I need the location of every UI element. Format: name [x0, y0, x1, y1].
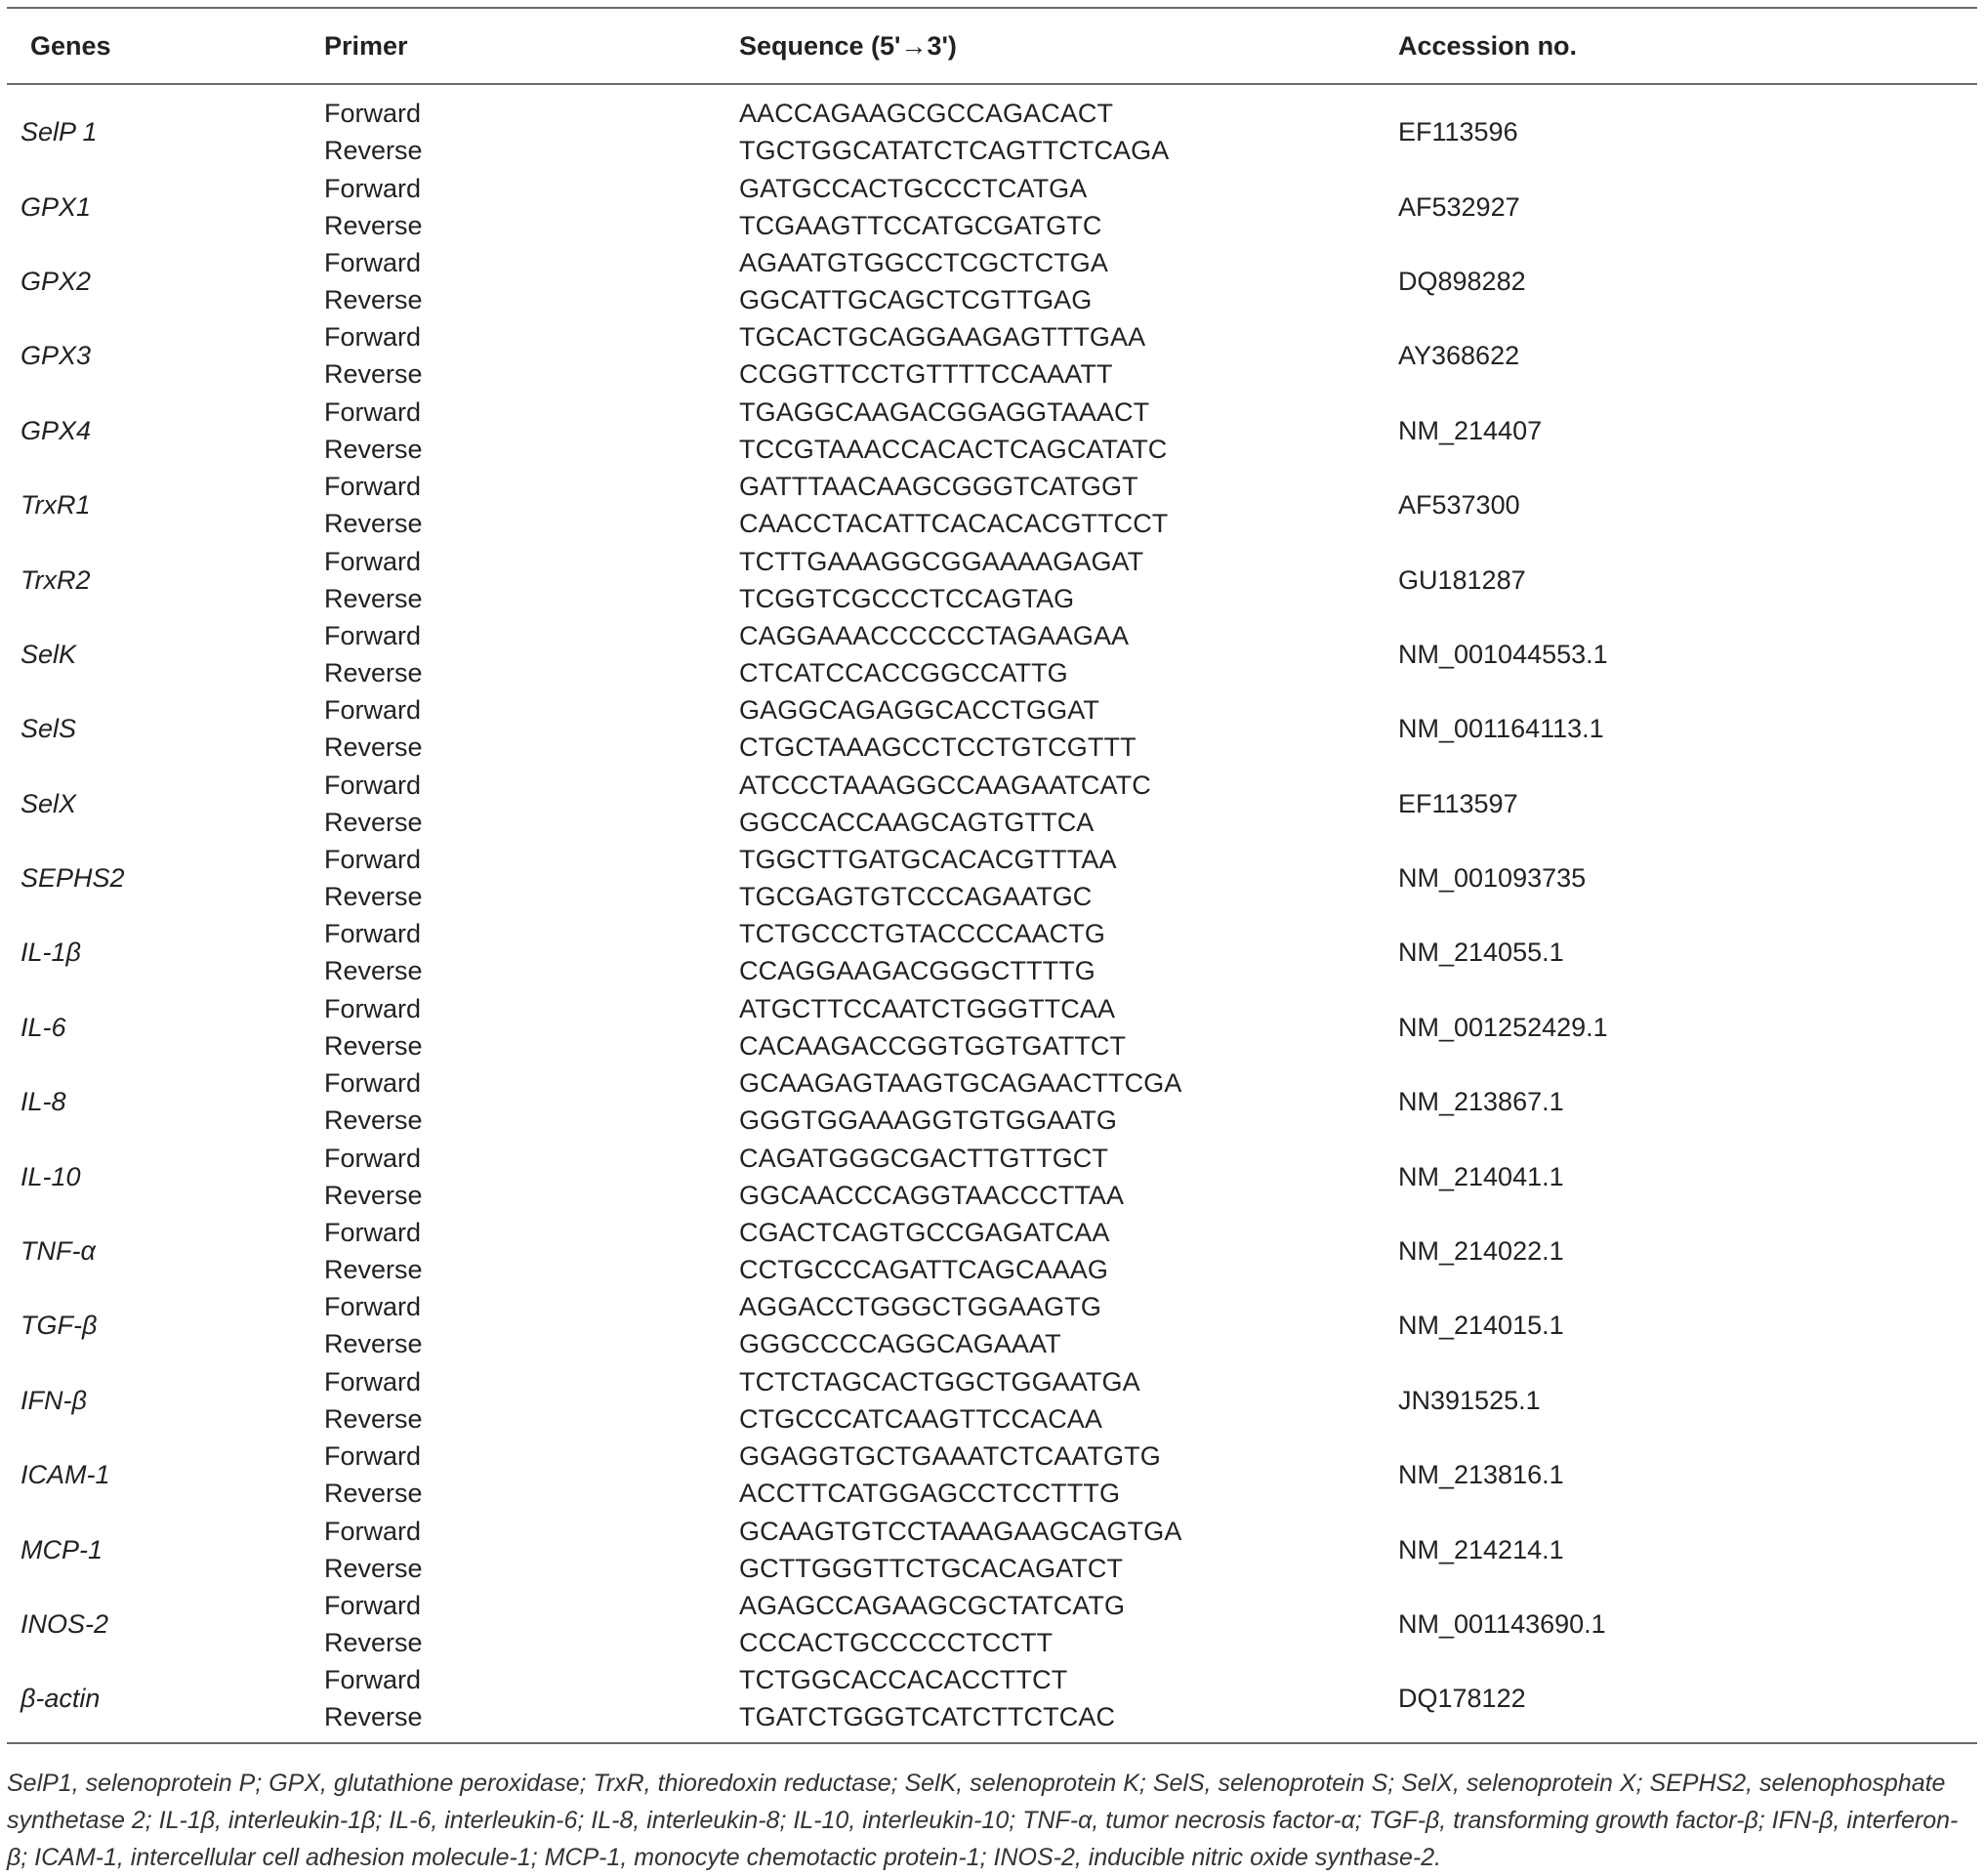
gene-name: SelP 1: [21, 117, 98, 147]
reverse-sequence: TGCGAGTGTCCCAGAATGC: [739, 882, 1093, 912]
forward-sequence: TGCACTGCAGGAAGAGTTTGAA: [739, 322, 1146, 353]
table-row: [7, 1438, 1977, 1512]
reverse-label: Reverse: [324, 359, 423, 390]
primer-direction-cell: [305, 542, 705, 616]
accession-number: NM_001143690.1: [1398, 1609, 1606, 1639]
reverse-label: Reverse: [324, 1479, 423, 1509]
accession-number: NM_214041.1: [1398, 1161, 1564, 1191]
accession-number: AY368622: [1398, 341, 1520, 371]
reverse-sequence: CCGGTTCCTGTTTTCCAAATT: [739, 359, 1113, 390]
forward-sequence: TGGCTTGATGCACACGTTTAA: [739, 845, 1117, 875]
sequence-cell: [705, 394, 1364, 468]
reverse-sequence: CCCACTGCCCCCTCCTT: [739, 1628, 1054, 1657]
accession-number: NM_213816.1: [1398, 1460, 1564, 1490]
table-row: [7, 1139, 1977, 1213]
reverse-sequence: CCAGGAAGACGGGCTTTTG: [739, 956, 1095, 986]
table-row: [7, 617, 1977, 691]
gene-name: TNF-α: [21, 1236, 96, 1267]
sequence-cell: [705, 1288, 1364, 1362]
table-row: [7, 767, 1977, 841]
forward-sequence: TGAGGCAAGACGGAGGTAAACT: [739, 396, 1150, 427]
reverse-sequence: CAACCTACATTCACACACGTTCCT: [739, 509, 1169, 539]
reverse-label: Reverse: [324, 284, 423, 314]
forward-label: Forward: [324, 1591, 422, 1620]
accession-number: NM_001044553.1: [1398, 639, 1608, 669]
accession-number: DQ898282: [1398, 266, 1526, 296]
sequence-cell: [705, 617, 1364, 691]
reverse-sequence: GGGTGGAAAGGTGTGGAATG: [739, 1105, 1118, 1136]
forward-sequence: TCTGGCACCACACCTTCT: [739, 1665, 1068, 1695]
forward-label: Forward: [324, 173, 422, 203]
table-row: [7, 841, 1977, 915]
accession-number: NM_001164113.1: [1398, 714, 1604, 744]
sequence-cell: [705, 244, 1364, 318]
reverse-sequence: CTCATCCACCGGCCATTG: [739, 657, 1068, 688]
forward-label: Forward: [324, 322, 422, 353]
forward-sequence: CAGATGGGCGACTTGTTGCT: [739, 1143, 1108, 1173]
forward-sequence: AGGACCTGGGCTGGAAGTG: [739, 1292, 1101, 1322]
gene-name: GPX1: [21, 191, 92, 222]
header-accession: Accession no.: [1364, 8, 1977, 84]
header-genes: Genes: [7, 8, 305, 84]
forward-sequence: TCTGCCCTGTACCCCAACTG: [739, 919, 1105, 949]
table-row: [7, 169, 1977, 243]
forward-sequence: AGAGCCAGAAGCGCTATCATG: [739, 1591, 1126, 1620]
sequence-cell: [705, 468, 1364, 542]
forward-sequence: ATGCTTCCAATCTGGGTTCAA: [739, 993, 1116, 1023]
reverse-sequence: CTGCCCATCAAGTTCCACAA: [739, 1403, 1103, 1434]
reverse-label: Reverse: [324, 1329, 423, 1359]
reverse-label: Reverse: [324, 1553, 423, 1583]
sequence-cell: [705, 1587, 1364, 1661]
reverse-label: Reverse: [324, 956, 423, 986]
gene-name: GPX4: [21, 415, 92, 445]
table-row: [7, 318, 1977, 393]
reverse-sequence: TCGGTCGCCCTCCAGTAG: [739, 583, 1075, 613]
sequence-cell: [705, 318, 1364, 393]
sequence-cell: [705, 1064, 1364, 1139]
reverse-sequence: CACAAGACCGGTGGTGATTCT: [739, 1030, 1127, 1061]
gene-name: SelS: [21, 714, 77, 744]
reverse-label: Reverse: [324, 583, 423, 613]
table-body: [7, 84, 1977, 1743]
table-row: [7, 1064, 1977, 1139]
accession-number: DQ178122: [1364, 1661, 1977, 1742]
header-row: [7, 8, 1977, 84]
table-row: [7, 1214, 1977, 1288]
reverse-sequence: ACCTTCATGGAGCCTCCTTTG: [739, 1479, 1121, 1509]
primer-direction-cell: [305, 617, 705, 691]
forward-label: Forward: [324, 472, 422, 502]
sequence-cell: [705, 915, 1364, 989]
sequence-cell: [705, 1139, 1364, 1213]
primer-direction-cell: [305, 767, 705, 841]
primer-direction-cell: [305, 1363, 705, 1438]
table-row: [7, 1512, 1977, 1586]
primer-direction-cell: [305, 169, 705, 243]
forward-label: Forward: [324, 1516, 422, 1546]
reverse-sequence: TGCTGGCATATCTCAGTTCTCAGA: [739, 136, 1170, 166]
gene-name: IFN-β: [21, 1385, 87, 1415]
table-row: [7, 1363, 1977, 1438]
primer-direction-cell: [305, 244, 705, 318]
primer-direction-cell: [305, 394, 705, 468]
gene-name: GPX3: [21, 341, 92, 371]
table-row: [7, 84, 1977, 169]
reverse-label: Reverse: [324, 1255, 423, 1285]
forward-label: Forward: [324, 1218, 422, 1248]
primer-direction-cell: [305, 1512, 705, 1586]
table-footnote: SelP1, selenoprotein P; GPX, glutathione peroxidase; TrxR, thioredoxin reductase; SelK, selenoprotein K; SelS, selenoprotein S; SelX, selenoprotein X; SEPHS2, selenophosphate synthetase 2; IL-1β, interleukin-1β; IL-6, interleukin-6; IL-8, interleukin-8; IL-10, interleukin-10; TNF-α, tumor necrosis factor-α; TGF-β, transforming growth factor-β; IFN-β, interferon-β; ICAM-1, intercellular cell adhesion molecule-1; MCP-1, monocyte chemotactic protein-1; INOS-2, inducible nitric oxide synthase-2.: [7, 1770, 1959, 1871]
header-sequence: Sequence (5'→3'): [705, 8, 1364, 84]
primer-direction-cell: [305, 84, 705, 169]
reverse-label: Reverse: [324, 882, 423, 912]
reverse-label: Reverse: [324, 807, 423, 837]
sequence-cell: [705, 1512, 1364, 1586]
gene-name: IL-1β: [21, 938, 81, 968]
gene-name: IL-6: [21, 1012, 66, 1042]
forward-label: Forward: [324, 247, 422, 277]
sequence-cell: [705, 84, 1364, 169]
primer-direction-cell: [305, 318, 705, 393]
primer-direction-cell: [305, 1214, 705, 1288]
forward-label: Forward: [324, 546, 422, 576]
table-row: [7, 915, 1977, 989]
forward-sequence: GGAGGTGCTGAAATCTCAATGTG: [739, 1441, 1161, 1472]
forward-label: Forward: [324, 1068, 422, 1099]
reverse-label: Reverse: [324, 732, 423, 763]
forward-label: Forward: [324, 695, 422, 726]
forward-label: Forward: [324, 1366, 422, 1397]
forward-sequence: TCTTGAAAGGCGGAAAAGAGAT: [739, 546, 1144, 576]
forward-label: Forward: [324, 993, 422, 1023]
forward-sequence: TCTCTAGCACTGGCTGGAATGA: [739, 1366, 1140, 1397]
table-row: [7, 1661, 1977, 1742]
accession-number: EF113596: [1398, 117, 1518, 147]
primer-direction-cell: [305, 1438, 705, 1512]
reverse-sequence: TCGAAGTTCCATGCGATGTC: [739, 210, 1102, 240]
gene-name: MCP-1: [21, 1534, 103, 1564]
header-primer: Primer: [305, 8, 705, 84]
accession-number: NM_214055.1: [1398, 938, 1564, 968]
primer-table: [7, 7, 1977, 1744]
forward-sequence: GATTTAACAAGCGGGTCATGGT: [739, 472, 1138, 502]
accession-number: NM_214015.1: [1398, 1311, 1564, 1341]
forward-sequence: GCAAGTGTCCTAAAGAAGCAGTGA: [739, 1516, 1182, 1546]
gene-name: TGF-β: [21, 1311, 98, 1341]
accession-number: EF113597: [1398, 788, 1518, 818]
forward-label: Forward: [324, 99, 422, 129]
sequence-cell: [705, 169, 1364, 243]
table-header: [7, 8, 1977, 84]
table-row: [7, 1288, 1977, 1362]
forward-sequence: AGAATGTGGCCTCGCTCTGA: [739, 247, 1108, 277]
forward-sequence: GATGCCACTGCCCTCATGA: [739, 173, 1088, 203]
sequence-cell: [705, 767, 1364, 841]
accession-number: NM_214407: [1398, 415, 1543, 445]
forward-label: Forward: [324, 1665, 422, 1695]
forward-sequence: CAGGAAACCCCCCTAGAAGAA: [739, 620, 1130, 650]
sequence-cell: [705, 1438, 1364, 1512]
table-row: [7, 468, 1977, 542]
reverse-label: Reverse: [324, 509, 423, 539]
table-row: [7, 244, 1977, 318]
primer-direction-cell: [305, 1064, 705, 1139]
forward-sequence: ATCCCTAAAGGCCAAGAATCATC: [739, 770, 1151, 800]
sequence-cell: [705, 1214, 1364, 1288]
primer-table-container: [7, 7, 1977, 1744]
primer-direction-cell: [305, 915, 705, 989]
gene-name: ICAM-1: [21, 1460, 110, 1490]
primer-direction-cell: [305, 1139, 705, 1213]
gene-name: IL-8: [21, 1087, 66, 1117]
gene-name: INOS-2: [21, 1609, 109, 1639]
reverse-sequence: GGCCACCAAGCAGTGTTCA: [739, 807, 1095, 837]
forward-sequence: GCAAGAGTAAGTGCAGAACTTCGA: [739, 1068, 1182, 1099]
forward-sequence: GAGGCAGAGGCACCTGGAT: [739, 695, 1099, 726]
reverse-label: Reverse: [324, 1180, 423, 1210]
sequence-cell: [705, 841, 1364, 915]
reverse-label: Reverse: [324, 210, 423, 240]
reverse-label: Reverse: [324, 1030, 423, 1061]
reverse-label: Reverse: [324, 1403, 423, 1434]
accession-number: GU181287: [1398, 564, 1526, 595]
accession-number: NM_001093735: [1398, 863, 1587, 894]
sequence-cell: [705, 1661, 1364, 1742]
gene-name: β-actin: [7, 1661, 305, 1742]
forward-label: Forward: [324, 396, 422, 427]
gene-name: TrxR2: [21, 564, 91, 595]
forward-label: Forward: [324, 620, 422, 650]
reverse-sequence: CTGCTAAAGCCTCCTGTCGTTT: [739, 732, 1137, 763]
gene-name: TrxR1: [21, 490, 91, 521]
accession-number: AF537300: [1398, 490, 1520, 521]
accession-number: AF532927: [1398, 191, 1520, 222]
forward-label: Forward: [324, 1441, 422, 1472]
primer-direction-cell: [305, 1661, 705, 1742]
gene-name: IL-10: [21, 1161, 81, 1191]
gene-name: GPX2: [21, 266, 92, 296]
forward-sequence: CGACTCAGTGCCGAGATCAA: [739, 1218, 1110, 1248]
reverse-sequence: CCTGCCCAGATTCAGCAAAG: [739, 1255, 1109, 1285]
primer-direction-cell: [305, 468, 705, 542]
reverse-sequence: TCCGTAAACCACACTCAGCATATC: [739, 434, 1168, 464]
forward-label: Forward: [324, 919, 422, 949]
sequence-cell: [705, 542, 1364, 616]
reverse-sequence: TGATCTGGGTCATCTTCTCAC: [739, 1702, 1116, 1732]
sequence-cell: [705, 990, 1364, 1064]
reverse-sequence: GCTTGGGTTCTGCACAGATCT: [739, 1553, 1124, 1583]
forward-label: Forward: [324, 845, 422, 875]
accession-number: NM_214022.1: [1398, 1236, 1564, 1267]
table-row: [7, 990, 1977, 1064]
forward-label: Forward: [324, 1143, 422, 1173]
accession-number: NM_001252429.1: [1398, 1012, 1608, 1042]
reverse-sequence: GGCAACCCAGGTAACCCTTAA: [739, 1180, 1125, 1210]
reverse-label: Reverse: [324, 1702, 423, 1732]
reverse-label: Reverse: [324, 1105, 423, 1136]
reverse-sequence: GGGCCCCAGGCAGAAAT: [739, 1329, 1061, 1359]
reverse-label: Reverse: [324, 657, 423, 688]
primer-direction-cell: [305, 1288, 705, 1362]
reverse-sequence: GGCATTGCAGCTCGTTGAG: [739, 284, 1093, 314]
gene-name: SelK: [21, 639, 77, 669]
primer-direction-cell: [305, 1587, 705, 1661]
table-row: [7, 542, 1977, 616]
forward-sequence: AACCAGAAGCGCCAGACACT: [739, 99, 1114, 129]
accession-number: NM_213867.1: [1398, 1087, 1564, 1117]
reverse-label: Reverse: [324, 136, 423, 166]
table-row: [7, 1587, 1977, 1661]
gene-name: SelX: [21, 788, 77, 818]
reverse-label: Reverse: [324, 1628, 423, 1657]
sequence-cell: [705, 1363, 1364, 1438]
forward-label: Forward: [324, 1292, 422, 1322]
table-row: [7, 394, 1977, 468]
reverse-label: Reverse: [324, 434, 423, 464]
forward-label: Forward: [324, 770, 422, 800]
table-row: [7, 691, 1977, 766]
accession-number: NM_214214.1: [1398, 1534, 1564, 1564]
sequence-cell: [705, 691, 1364, 766]
gene-name: SEPHS2: [21, 863, 125, 894]
primer-direction-cell: [305, 691, 705, 766]
accession-number: JN391525.1: [1398, 1385, 1541, 1415]
primer-direction-cell: [305, 841, 705, 915]
primer-direction-cell: [305, 990, 705, 1064]
